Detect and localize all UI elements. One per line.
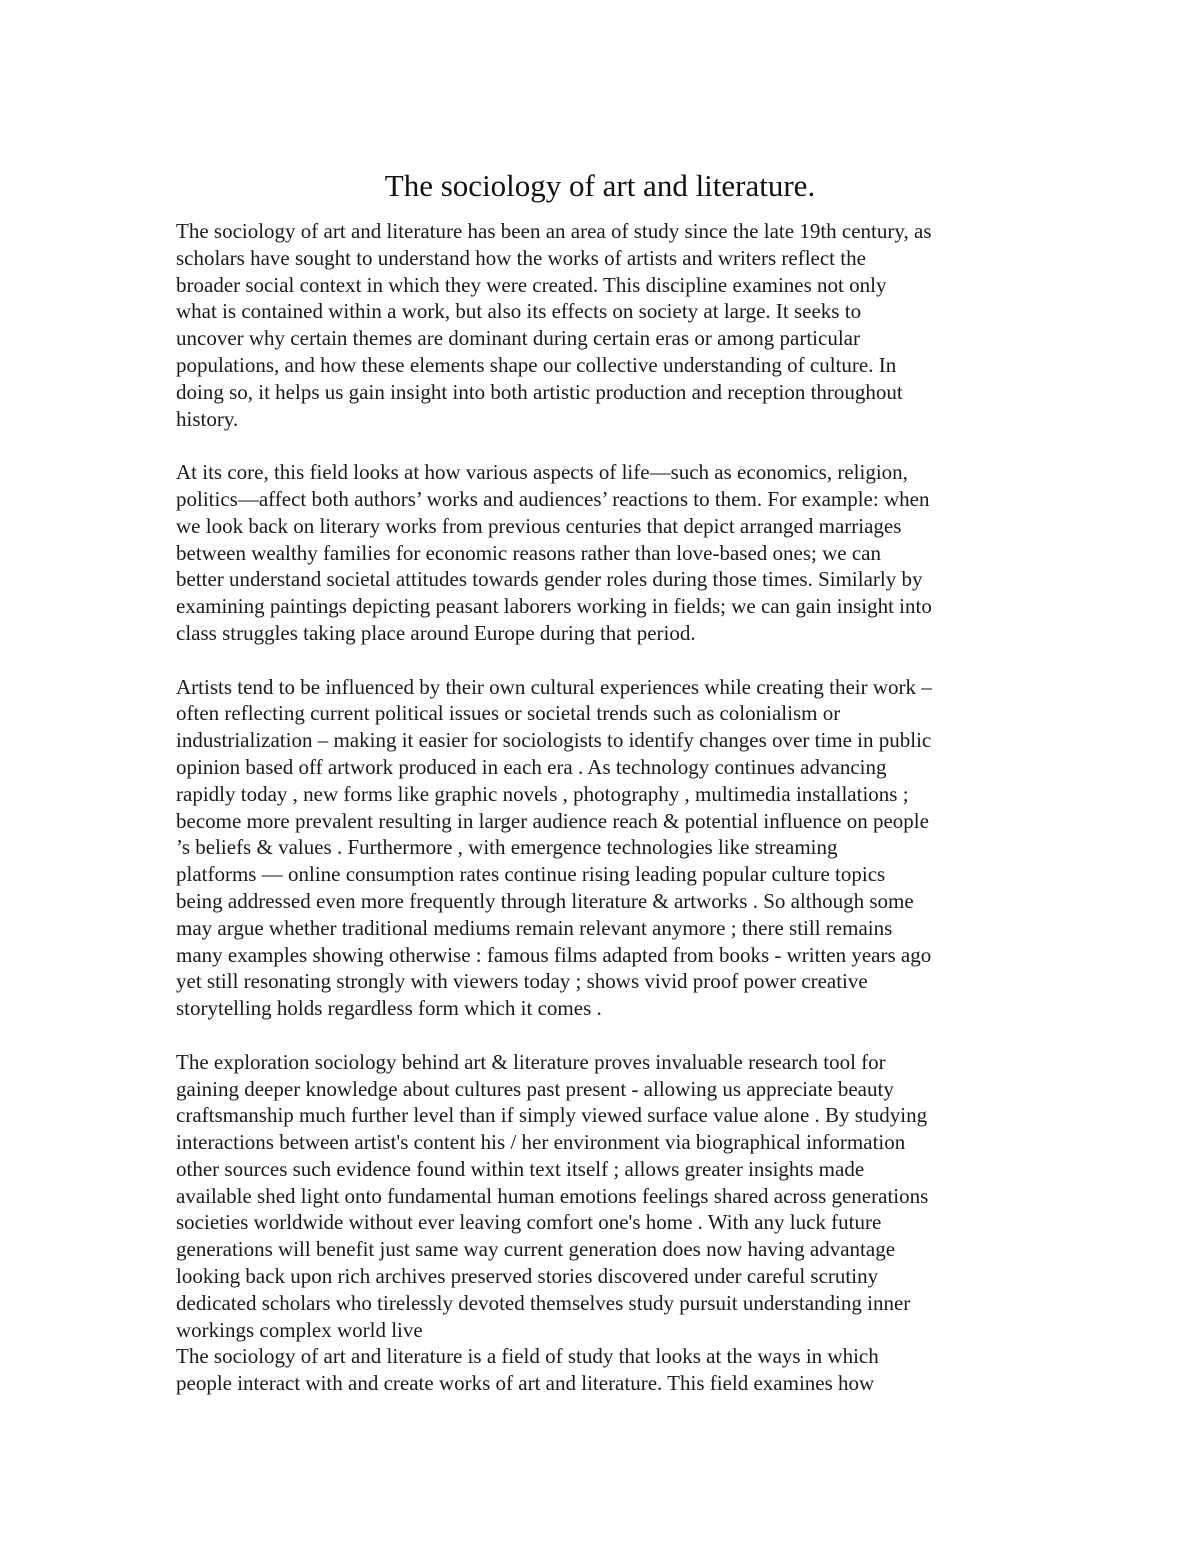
text-line: many examples showing otherwise : famous films adapted from books - written years ago — [176, 942, 932, 967]
document-body — [176, 218, 1036, 1397]
text-line: yet still resonating strongly with viewers today ; shows vivid proof power creative — [176, 969, 868, 994]
text-line: become more prevalent resulting in larger audience reach & potential influence on people — [176, 808, 929, 833]
text-line: scholars have sought to understand how the works of artists and writers reflect the — [176, 245, 866, 270]
text-line: gaining deeper knowledge about cultures past present - allowing us appreciate beauty — [176, 1076, 894, 1101]
text-line: opinion based off artwork produced in each era . As technology continues advancing — [176, 754, 887, 779]
text-line: examining paintings depicting peasant laborers working in fields; we can gain insight into — [176, 594, 932, 619]
text-line: we look back on literary works from previous centuries that depict arranged marriages — [176, 513, 902, 538]
text-line: rapidly today , new forms like graphic novels , photography , multimedia installations ; — [176, 781, 909, 806]
text-line: broader social context in which they were created. This discipline examines not only — [176, 272, 887, 297]
paragraph — [176, 1049, 1036, 1397]
paragraph — [176, 218, 1036, 432]
document-title: The sociology of art and literature. — [384, 168, 816, 203]
text-line: better understand societal attitudes towards gender roles during those times. Similarly by — [176, 567, 923, 592]
text-line: industrialization – making it easier for sociologists to identify changes over time in public — [176, 728, 932, 753]
text-line: ’s beliefs & values . Furthermore , with emergence technologies like streaming — [176, 835, 838, 860]
text-line: platforms — online consumption rates continue rising leading popular culture topics — [176, 862, 886, 887]
text-line: Artists tend to be influenced by their own cultural experiences while creating their work – — [176, 674, 932, 699]
text-line: often reflecting current political issues or societal trends such as colonialism or — [176, 701, 841, 726]
text-line: other sources such evidence found within text itself ; allows greater insights made — [176, 1156, 865, 1181]
text-line: class struggles taking place around Europe during that period. — [176, 620, 696, 645]
paragraph-gap — [176, 647, 1036, 674]
text-line: At its core, this field looks at how various aspects of life—such as economics, religion, — [176, 460, 908, 485]
paragraph-gap — [176, 432, 1036, 459]
paragraph — [176, 674, 1036, 1022]
text-line: what is contained within a work, but also its effects on society at large. It seeks to — [176, 299, 862, 324]
text-line: The exploration sociology behind art & literature proves invaluable research tool for — [176, 1049, 886, 1074]
text-line: interactions between artist's content his / her environment via biographical information — [176, 1130, 906, 1155]
text-line: being addressed even more frequently through literature & artworks . So although some — [176, 888, 914, 913]
text-line: generations will benefit just same way current generation does now having advantage — [176, 1237, 896, 1262]
paragraph — [176, 459, 1036, 647]
paragraph-gap — [176, 1022, 1036, 1049]
text-line: The sociology of art and literature has been an area of study since the late 19th century, as — [176, 219, 932, 243]
text-line: history. — [176, 406, 239, 431]
text-line: uncover why certain themes are dominant during certain eras or among particular — [176, 326, 860, 351]
text-line: people interact with and create works of art and literature. This field examines how — [176, 1371, 875, 1396]
text-line: craftsmanship much further level than if simply viewed surface value alone . By studying — [176, 1103, 928, 1128]
text-line: storytelling holds regardless form which it comes . — [176, 996, 602, 1021]
text-line: dedicated scholars who tirelessly devoted themselves study pursuit understanding inner — [176, 1290, 911, 1315]
text-line: looking back upon rich archives preserved stories discovered under careful scrutiny — [176, 1264, 879, 1289]
text-line: The sociology of art and literature is a field of study that looks at the ways in which — [176, 1344, 879, 1369]
text-line: populations, and how these elements shape our collective understanding of culture. In — [176, 352, 897, 377]
text-line: societies worldwide without ever leaving comfort one's home . With any luck future — [176, 1210, 882, 1235]
text-line: politics—affect both authors’ works and audiences’ reactions to them. For example: when — [176, 486, 930, 511]
text-line: may argue whether traditional mediums remain relevant anymore ; there still remains — [176, 915, 893, 940]
text-line: available shed light onto fundamental human emotions feelings shared across generations — [176, 1183, 929, 1208]
text-line: between wealthy families for economic reasons rather than love-based ones; we can — [176, 540, 881, 565]
text-line: workings complex world live — [176, 1317, 423, 1342]
text-line: doing so, it helps us gain insight into both artistic production and reception throughout — [176, 379, 903, 404]
